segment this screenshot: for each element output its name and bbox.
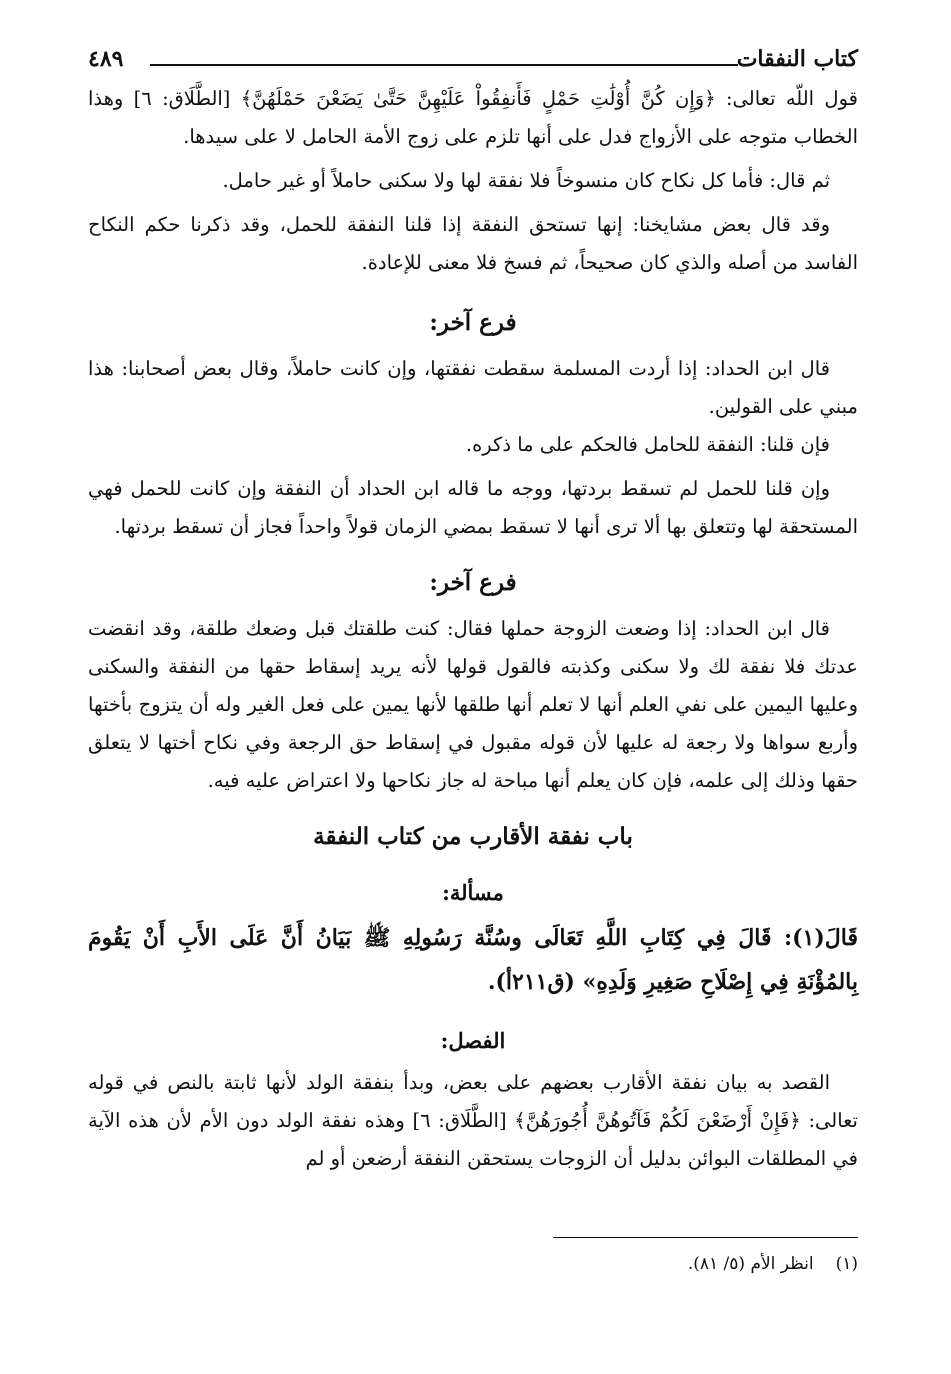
paragraph-3: وقد قال بعض مشايخنا: إنها تستحق النفقة إذا قلنا النفقة للحمل، وقد ذكرنا حكم النكاح الفاسد من أصله والذي كان صحيحاً، ثم فسخ فلا معنى للإعادة. bbox=[88, 213, 858, 274]
paragraph-5: فإن قلنا: النفقة للحامل فالحكم على ما ذكره. bbox=[465, 433, 830, 456]
page-number: ٤٨٩ bbox=[88, 46, 124, 72]
page bbox=[88, 40, 858, 1178]
chapter-title: باب نفقة الأقارب من كتاب النفقة bbox=[313, 823, 633, 850]
page-header bbox=[88, 40, 858, 80]
masala-heading: مسألة: bbox=[442, 880, 504, 905]
paragraph-4: قال ابن الحداد: إذا أردت المسلمة سقطت نفقتها، وإن كانت حاملاً، وقال بعض أصحابنا: هذا مبني على القولين. bbox=[88, 357, 858, 418]
section-heading-1: فرع آخر: bbox=[429, 309, 517, 336]
running-title: كتاب النفقات bbox=[736, 46, 858, 72]
paragraph-7: قال ابن الحداد: إذا وضعت الزوجة حملها فقال: كنت طلقتك قبل وضعك طلقة، وقد انقضت عدتك فلا نفقة لك ولا سكنى وكذبته فالقول قولها لأنه يريد إسقاط حقها من النفقة والسكنى وعليها اليمين على نفي العلم أنها لا تعلم أنها طلقها لأنها يمين على فعل الغير وله أن يتزوج بأختها وأربع سواها ولا رجعة له عليها لأن قوله مقبول في إسقاط حق الرجعة وفي نكاح أختها لا يتعلق حقها وذلك إلى علمه، فإن كان يعلم أنها مباحة له جاز نكاحها ولا اعتراض عليه فيه. bbox=[88, 617, 858, 792]
paragraph-2: ثم قال: فأما كل نكاح كان منسوخاً فلا نفقة لها ولا سكنى حاملاً أو غير حامل. bbox=[222, 169, 830, 192]
footnote bbox=[688, 1254, 858, 1274]
footnote-marker: (١) bbox=[835, 1254, 858, 1274]
masala-text: قَالَ(١): قَالَ فِي كِتَابِ اللَّهِ تَعَالَى وسُنَّة رَسُولِهِ ﷺ بَيَانُ أَنَّ عَلَى الأَبِ أَنْ يَقُومَ بِالمُؤْنَةِ فِي إِصْلَاحِ صَغِيرِ وَلَدِهِ» (ق٢١١أ). bbox=[88, 925, 858, 995]
footnote-rule bbox=[553, 1237, 858, 1238]
paragraph-1: قول اللّه تعالى: ﴿وَإِن كُنَّ أُوْلَٰتِ حَمْلٍ فَأَنفِقُواْ عَلَيْهِنَّ حَتَّىٰ يَضَعْنَ حَمْلَهُنَّ﴾ [الطَّلَاق: ٦] وهذا الخطاب متوجه على الأزواج فدل على أنها تلزم على زوج الأمة الحامل لا على سيدها. bbox=[88, 87, 858, 148]
paragraph-8: القصد به بيان نفقة الأقارب بعضهم على بعض، وبدأ بنفقة الولد لأنها ثابتة بالنص في قوله تعالى: ﴿فَإِنْ أَرْضَعْنَ لَكُمْ فَآتُوهُنَّ أُجُورَهُنَّ﴾ [الطَّلَاق: ٦] وهذه نفقة الولد دون الأم لأن هذه الآية في المطلقات البوائن بدليل أن الزوجات يستحقن النفقة أرضعن أو لم bbox=[88, 1071, 858, 1170]
fasl-heading: الفصل: bbox=[440, 1028, 506, 1053]
footnote-text: انظر الأم (٥/ ٨١). bbox=[687, 1254, 814, 1274]
section-heading-2: فرع آخر: bbox=[429, 569, 517, 596]
paragraph-6: وإن قلنا للحمل لم تسقط بردتها، ووجه ما قاله ابن الحداد أن النفقة وإن كانت للحمل فهي المستحقة لها وتتعلق بها ألا ترى أنها لا تسقط بمضي الزمان قولاً واحداً فجاز أن تسقط بردتها. bbox=[88, 477, 858, 538]
header-rule bbox=[150, 64, 738, 66]
